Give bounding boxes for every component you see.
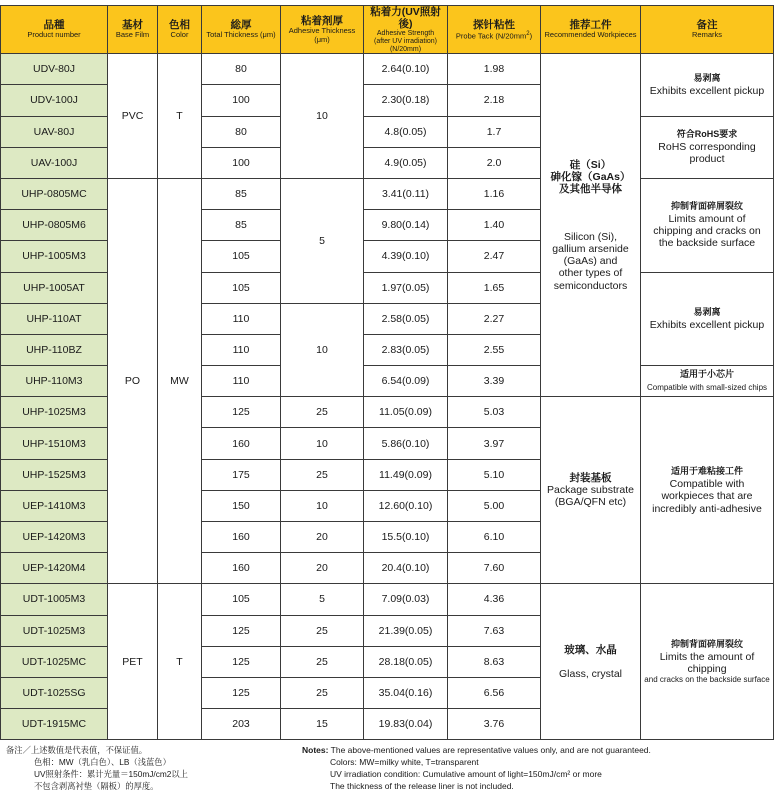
total-thickness-cell: 125 bbox=[202, 646, 281, 677]
probe-tack-cell: 2.18 bbox=[448, 85, 541, 116]
adhesive-thickness-cell: 25 bbox=[281, 677, 364, 708]
probe-tack-cell: 1.40 bbox=[448, 210, 541, 241]
adhesive-strength-cell: 15.5(0.10) bbox=[364, 522, 448, 553]
product-cell: UHP-0805M6 bbox=[1, 210, 108, 241]
adhesive-strength-cell: 19.83(0.04) bbox=[364, 709, 448, 740]
header-adhesive-strength: 粘着力(UV照射後) Adhesive Strength (after UV irradiation) (N/20mm) bbox=[364, 6, 448, 54]
notes-chinese: 备注／上述数值是代表值，不保证值。 色相：MW（乳白色）、LB（浅蓝色） UV照射条件：累计光量＝150mJ/cm2以上 不包含剥离衬垫（隔板）的厚度。 bbox=[6, 745, 188, 791]
total-thickness-cell: 105 bbox=[202, 241, 281, 272]
total-thickness-cell: 100 bbox=[202, 85, 281, 116]
probe-tack-cell: 1.16 bbox=[448, 178, 541, 209]
header-workpieces: 推荐工件 Recommended Workpieces bbox=[541, 6, 641, 54]
workpiece-semiconductor-cell: 硅（Si） 砷化镓（GaAs） 及其他半导体 Silicon (Si), gallium arsenide (GaAs) and other types of semiconductors bbox=[541, 54, 641, 397]
product-cell: UEP-1420M4 bbox=[1, 553, 108, 584]
product-cell: UDT-1915MC bbox=[1, 709, 108, 740]
color-cell: MW bbox=[158, 178, 202, 583]
header-base-film: 基材 Base Film bbox=[108, 6, 158, 54]
probe-tack-cell: 4.36 bbox=[448, 584, 541, 615]
adhesive-strength-cell: 2.58(0.05) bbox=[364, 303, 448, 334]
adhesive-strength-cell: 6.54(0.09) bbox=[364, 366, 448, 397]
total-thickness-cell: 105 bbox=[202, 584, 281, 615]
total-thickness-cell: 105 bbox=[202, 272, 281, 303]
remark-cell: 易剥离 Exhibits excellent pickup bbox=[641, 272, 774, 366]
probe-tack-cell: 6.10 bbox=[448, 522, 541, 553]
notes-label: Notes: bbox=[302, 745, 329, 755]
product-cell: UHP-1525M3 bbox=[1, 459, 108, 490]
adhesive-strength-cell: 12.60(0.10) bbox=[364, 490, 448, 521]
product-cell: UAV-100J bbox=[1, 147, 108, 178]
workpiece-glass-cell: 玻璃、水晶 Glass, crystal bbox=[541, 584, 641, 740]
probe-tack-cell: 7.63 bbox=[448, 615, 541, 646]
total-thickness-cell: 203 bbox=[202, 709, 281, 740]
probe-tack-cell: 1.7 bbox=[448, 116, 541, 147]
color-cell: T bbox=[158, 584, 202, 740]
product-cell: UEP-1420M3 bbox=[1, 522, 108, 553]
probe-tack-cell: 5.03 bbox=[448, 397, 541, 428]
adhesive-strength-cell: 4.9(0.05) bbox=[364, 147, 448, 178]
total-thickness-cell: 125 bbox=[202, 615, 281, 646]
product-cell: UHP-0805MC bbox=[1, 178, 108, 209]
adhesive-thickness-cell: 25 bbox=[281, 615, 364, 646]
total-thickness-cell: 150 bbox=[202, 490, 281, 521]
workpiece-package-cell: 封装基板 Package substrate (BGA/QFN etc) bbox=[541, 397, 641, 584]
probe-tack-cell: 1.98 bbox=[448, 54, 541, 85]
adhesive-strength-cell: 11.49(0.09) bbox=[364, 459, 448, 490]
remark-cell: 抑制背面碎屑裂纹 Limits amount of chipping and cracks on the backside surface bbox=[641, 178, 774, 272]
adhesive-thickness-cell: 5 bbox=[281, 584, 364, 615]
product-cell: UAV-80J bbox=[1, 116, 108, 147]
probe-tack-cell: 3.76 bbox=[448, 709, 541, 740]
product-cell: UHP-1005AT bbox=[1, 272, 108, 303]
probe-tack-cell: 2.27 bbox=[448, 303, 541, 334]
header-row bbox=[1, 6, 774, 54]
total-thickness-cell: 125 bbox=[202, 397, 281, 428]
total-thickness-cell: 110 bbox=[202, 334, 281, 365]
probe-tack-cell: 6.56 bbox=[448, 677, 541, 708]
adhesive-strength-cell: 28.18(0.05) bbox=[364, 646, 448, 677]
probe-tack-cell: 3.39 bbox=[448, 366, 541, 397]
product-cell: UHP-1005M3 bbox=[1, 241, 108, 272]
product-cell: UDV-80J bbox=[1, 54, 108, 85]
probe-tack-cell: 2.55 bbox=[448, 334, 541, 365]
total-thickness-cell: 85 bbox=[202, 178, 281, 209]
table-row bbox=[1, 584, 774, 615]
product-cell: UDT-1025SG bbox=[1, 677, 108, 708]
header-probe-tack: 探针粘性 Probe Tack $(N/20mm^2)$ bbox=[448, 6, 541, 54]
product-cell: UHP-1510M3 bbox=[1, 428, 108, 459]
remark-cell: 适用于小芯片 Compatible with small-sized chips bbox=[641, 366, 774, 397]
adhesive-strength-cell: 5.86(0.10) bbox=[364, 428, 448, 459]
adhesive-strength-cell: 20.4(0.10) bbox=[364, 553, 448, 584]
probe-tack-cell: 5.00 bbox=[448, 490, 541, 521]
probe-tack-cell: 2.0 bbox=[448, 147, 541, 178]
total-thickness-cell: 110 bbox=[202, 303, 281, 334]
adhesive-strength-cell: 2.30(0.18) bbox=[364, 85, 448, 116]
adhesive-thickness-cell: 15 bbox=[281, 709, 364, 740]
adhesive-strength-cell: 11.05(0.09) bbox=[364, 397, 448, 428]
product-cell: UDT-1005M3 bbox=[1, 584, 108, 615]
notes-english: Notes: The above-mentioned values are representative values only, and are not guaranteed. Colors: MW=milky white, T=transparent UV irradiation condition: Cumulative amount of light=150mJ/cm² or more The thickness of the release liner is not included. bbox=[302, 745, 651, 791]
adhesive-strength-cell: 4.8(0.05) bbox=[364, 116, 448, 147]
remark-cell: 易剥离 Exhibits excellent pickup bbox=[641, 54, 774, 116]
product-cell: UDT-1025MC bbox=[1, 646, 108, 677]
product-cell: UDV-100J bbox=[1, 85, 108, 116]
adhesive-strength-cell: 3.41(0.11) bbox=[364, 178, 448, 209]
adhesive-strength-cell: 2.83(0.05) bbox=[364, 334, 448, 365]
adhesive-thickness-cell: 5 bbox=[281, 178, 364, 303]
total-thickness-cell: 160 bbox=[202, 522, 281, 553]
header-color: 色相 Color bbox=[158, 6, 202, 54]
probe-tack-cell: 5.10 bbox=[448, 459, 541, 490]
adhesive-thickness-cell: 25 bbox=[281, 646, 364, 677]
probe-tack-cell: 3.97 bbox=[448, 428, 541, 459]
product-cell: UHP-110AT bbox=[1, 303, 108, 334]
total-thickness-cell: 80 bbox=[202, 116, 281, 147]
base-film-cell: PO bbox=[108, 178, 158, 583]
total-thickness-cell: 175 bbox=[202, 459, 281, 490]
product-cell: UDT-1025M3 bbox=[1, 615, 108, 646]
product-cell: UHP-110M3 bbox=[1, 366, 108, 397]
total-thickness-cell: 100 bbox=[202, 147, 281, 178]
adhesive-thickness-cell: 25 bbox=[281, 397, 364, 428]
total-thickness-cell: 160 bbox=[202, 428, 281, 459]
remark-cell: 抑制背面碎屑裂纹 Limits the amount of chipping and cracks on the backside surface bbox=[641, 584, 774, 740]
adhesive-thickness-cell: 10 bbox=[281, 490, 364, 521]
header-product: 品種 Product number bbox=[1, 6, 108, 54]
color-cell: T bbox=[158, 54, 202, 179]
base-film-cell: PET bbox=[108, 584, 158, 740]
adhesive-thickness-cell: 10 bbox=[281, 303, 364, 397]
header-remarks: 备注 Remarks bbox=[641, 6, 774, 54]
adhesive-thickness-cell: 20 bbox=[281, 522, 364, 553]
product-spec-table bbox=[0, 5, 774, 740]
probe-tack-cell: 1.65 bbox=[448, 272, 541, 303]
total-thickness-cell: 125 bbox=[202, 677, 281, 708]
total-thickness-cell: 160 bbox=[202, 553, 281, 584]
product-cell: UHP-110BZ bbox=[1, 334, 108, 365]
table-row bbox=[1, 54, 774, 85]
adhesive-thickness-cell: 10 bbox=[281, 54, 364, 179]
adhesive-thickness-cell: 25 bbox=[281, 459, 364, 490]
adhesive-thickness-cell: 20 bbox=[281, 553, 364, 584]
product-cell: UEP-1410M3 bbox=[1, 490, 108, 521]
adhesive-strength-cell: 9.80(0.14) bbox=[364, 210, 448, 241]
table-row bbox=[1, 178, 774, 209]
total-thickness-cell: 85 bbox=[202, 210, 281, 241]
adhesive-thickness-cell: 10 bbox=[281, 428, 364, 459]
total-thickness-cell: 80 bbox=[202, 54, 281, 85]
adhesive-strength-cell: 4.39(0.10) bbox=[364, 241, 448, 272]
header-adhesive-thickness: 粘着剤厚 Adhesive Thickness (μm) bbox=[281, 6, 364, 54]
adhesive-strength-cell: 1.97(0.05) bbox=[364, 272, 448, 303]
probe-tack-cell: 2.47 bbox=[448, 241, 541, 272]
adhesive-strength-cell: 21.39(0.05) bbox=[364, 615, 448, 646]
adhesive-strength-cell: 35.04(0.16) bbox=[364, 677, 448, 708]
total-thickness-cell: 110 bbox=[202, 366, 281, 397]
adhesive-strength-cell: 7.09(0.03) bbox=[364, 584, 448, 615]
remark-cell: 符合RoHS要求 RoHS corresponding product bbox=[641, 116, 774, 178]
remark-cell: 适用于难粘接工件 Compatible with workpieces that are incredibly anti-adhesive bbox=[641, 397, 774, 584]
adhesive-strength-cell: 2.64(0.10) bbox=[364, 54, 448, 85]
probe-tack-cell: 8.63 bbox=[448, 646, 541, 677]
product-cell: UHP-1025M3 bbox=[1, 397, 108, 428]
base-film-cell: PVC bbox=[108, 54, 158, 179]
probe-tack-cell: 7.60 bbox=[448, 553, 541, 584]
header-total-thickness: 総厚 Total Thickness (μm) bbox=[202, 6, 281, 54]
